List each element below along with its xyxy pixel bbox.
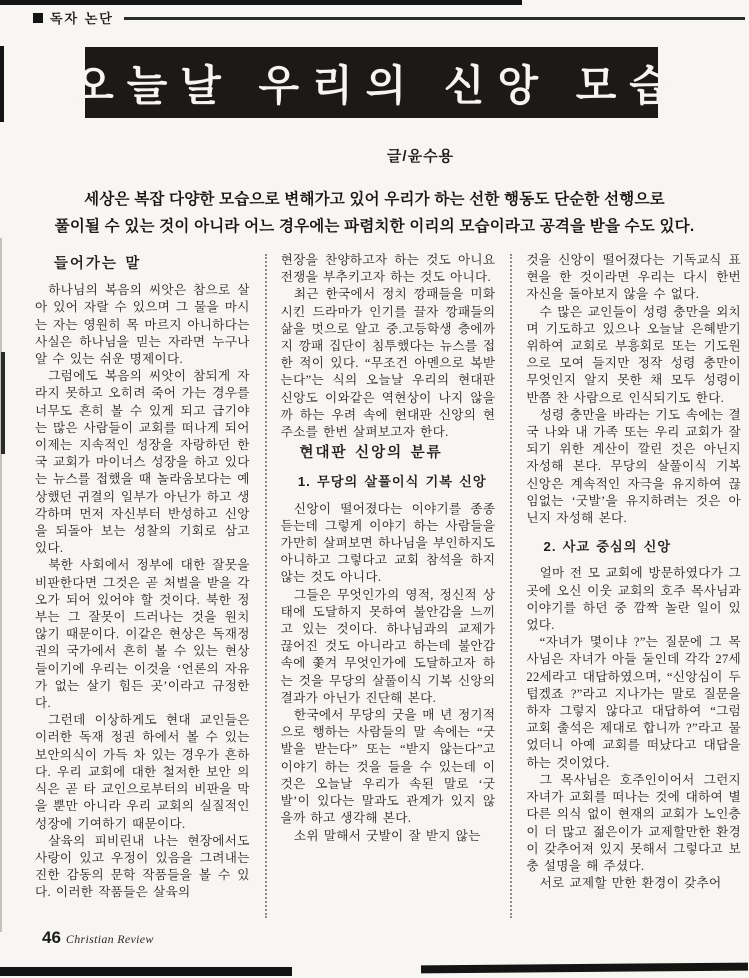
paragraph: 그들은 무엇인가의 영적, 정신적 상태에 도달하지 못하여 불안감을 느끼고 있는 것이다. 하나님과의 교제가 끊어진 것도 아니라고 하는데 불안감 속에 쫓겨 무엇인가에 도달하고자 하는 것을 무당의 살풀이식 기복 신앙의 결과가 아닌가 진단해 본다. bbox=[280, 587, 496, 705]
article-column-3 bbox=[526, 252, 741, 918]
paragraph: 그 목사님은 호주인이어서 그런지 자녀가 교회를 떠나는 것에 대하여 별다른 의식 없이 현재의 교회가 노인층이 더 많고 젊은이가 교제할만한 환경이 갖추어져 있지 못해서 그렇다고 보충 설명을 해 주셨다. bbox=[526, 772, 741, 873]
scan-artifact bbox=[0, 238, 2, 932]
paragraph: 최근 한국에서 정치 깡패들을 미화시킨 드라마가 인기를 끌자 깡패들의 삶을 멋으로 알고 중.고등학생 층에까지 깡패 집단이 침투했다는 뉴스를 접한 적이 있다. “무조건 아멘으로 복받는다”는 식의 오늘날 우리의 현대판 신앙도 이와같은 역현상이 나지 않을까 하는 우려 속에 현대판 신앙의 현주소를 한번 살펴보고자 한다. bbox=[280, 287, 496, 440]
paragraph: 한국에서 무당의 굿을 매 년 정기적으로 행하는 사람들의 말 속에는 “굿발을 받는다” 또는 “받지 않는다”고 이야기 하는 것을 들을 수 있는데 이것은 오늘날 우리가 속된 말로 ‘굿발’이 있다는 말과도 관계가 있지 않을까 하고 생각해 본다. bbox=[280, 708, 496, 826]
paragraph: 성령 충만을 바라는 기도 속에는 결국 나와 내 가족 또는 우리 교회가 잘되기 위한 계산이 깔린 것은 아닌지 자성해 본다. 무당의 살풀이식 기복 신앙은 계속적인 자극을 유지하여 끊임없는 ‘굿발’을 유지하려는 것은 아닌지 자성해 본다. bbox=[526, 407, 741, 526]
page-number: 46 bbox=[42, 928, 61, 947]
article-column-1 bbox=[35, 252, 250, 918]
scan-artifact bbox=[0, 0, 522, 5]
article-column-2 bbox=[281, 252, 496, 918]
section-label: 독자 논단 bbox=[50, 11, 114, 26]
paragraph: 그럼에도 복음의 씨앗이 참되게 자라지 못하고 오히려 죽어 가는 경우를 너무도 흔히 볼 수 있게 되고 급기야는 많은 사람들이 교회를 떠나게 되어 이제는 지속적인 성장을 자랑하던 한국 교회가 마이너스 성장을 하고 있다는 뉴스를 접했을 때 놀라움보다는 예상했던 귀결의 일부가 아닌가 하고 생각하며 먼저 자신부터 반성하고 신앙을 되돌아 보는 성찰의 기회로 삼고 있다. bbox=[35, 369, 250, 556]
paragraph: 서로 교제할 만한 환경이 갖추어 bbox=[539, 876, 722, 891]
section-heading: 현대판 신앙의 분류 bbox=[299, 445, 443, 462]
header-rule bbox=[124, 17, 745, 20]
square-bullet-icon bbox=[33, 13, 43, 23]
intro-line-2: 풀이될 수 있는 것이 아니라 어느 경우에는 파렴치한 이리의 모습이라고 공격을 받을 수도 있다. bbox=[54, 218, 695, 235]
article-title-banner bbox=[73, 47, 683, 118]
page-footer bbox=[42, 928, 154, 948]
article-body bbox=[35, 252, 741, 918]
paragraph: 살육의 피비린내 나는 현장에서도 사랑이 있고 우정이 있음을 그려내는 진한 감동의 문학 작품들을 볼 수 있다. 이러한 작품들은 살육의 bbox=[35, 833, 250, 900]
byline: 글/윤수용 bbox=[386, 148, 455, 165]
article-title: 오늘날 우리의 신앙 모습 bbox=[73, 61, 683, 109]
sub-heading: 2. 사교 중심의 신앙 bbox=[543, 539, 672, 555]
scan-artifact bbox=[421, 963, 748, 974]
paragraph: 현장을 찬양하고자 하는 것도 아니요 전쟁을 부추키고자 하는 것도 아니다. bbox=[280, 253, 496, 285]
paragraph: 하나님의 복음의 씨앗은 참으로 살아 있어 자랄 수 있으며 그 물을 마시는 자는 영원히 목 마르지 아니하다는 사실은 하나님을 믿는 자라면 누구나 알 수 있는 쉬운 명제이다. bbox=[35, 283, 250, 367]
paragraph: 얼마 전 모 교회에 방문하였다가 그 곳에 오신 이웃 교회의 호주 목사님과 이야기를 하던 중 깜짝 놀란 일이 있었다. bbox=[526, 566, 741, 633]
section-heading: 들어가는 말 bbox=[53, 256, 142, 272]
intro-abstract bbox=[0, 186, 749, 240]
paragraph: “자녀가 몇이냐 ?”는 질문에 그 목사님은 자녀가 아들 둘인데 각각 27세 22세라고 대답하였으며, “신앙심이 두텁겠죠 ?”라고 지나가는 말로 질문을 하자 그렇지 않다고 대답하여 “그럼 교회 출석은 제대로 합니까 ?”라고 물었더니 아예 교회를 떠났다고 대답을 하는 것이었다. bbox=[526, 635, 741, 770]
scan-artifact bbox=[0, 967, 292, 976]
paragraph: 북한 사회에서 정부에 대한 잘못을 비판한다면 그것은 곧 처벌을 받을 각오가 되어 있어야 할 것이다. 북한 정부는 그 잘못이 드러나는 것을 원치 않기 때문이다. 이같은 현상은 독재정권의 국가에서 흔히 볼 수 있는 현상들이기에 우리는 이것을 ‘언론의 자유가 없는 살기 힘든 곳’이라고 규정한다. bbox=[35, 558, 250, 711]
sub-heading: 1. 무당의 살풀이식 기복 신앙 bbox=[297, 474, 487, 490]
paragraph: 수 많은 교인들이 성령 충만을 외치며 기도하고 있으나 오늘날 은혜받기 위하여 교회로 부흥회로 또는 기도원으로 모여 들지만 정작 성령 충만이 무엇인지 알지 못한 채 모두 성령이 반쯤 찬 사람으로 인식되기도 한다. bbox=[526, 304, 741, 405]
paragraph: 것을 신앙이 떨어졌다는 기독교식 표현을 한 것이라면 우리는 다시 한번 자신을 돌아보지 않을 수 없다. bbox=[526, 253, 741, 302]
intro-line-1: 세상은 복잡 다양한 모습으로 변해가고 있어 우리가 하는 선한 행동도 단순한 선행으로 bbox=[84, 191, 665, 208]
magazine-name: Christian Review bbox=[65, 932, 154, 946]
column-separator bbox=[265, 254, 267, 918]
paragraph: 소위 말해서 굿발이 잘 받지 않는 bbox=[293, 828, 481, 843]
paragraph: 신앙이 떨어졌다는 이야기를 종종 듣는데 그렇게 이야기 하는 사람들을 가만히 살펴보면 하나님을 부인하지도 아니하고 그렇다고 교회 참석을 하지 않는 것도 아니다. bbox=[280, 501, 496, 585]
scan-artifact bbox=[1, 352, 5, 454]
paragraph: 그런데 이상하게도 현대 교인들은 이러한 독재 정권 하에서 볼 수 있는 보안의식이 가득 차 있는 경우가 흔하다. 우리 교회에 대한 철저한 보안 의식은 곧 타 교인으로부터의 비판을 막을 뿐만 아니라 우리 교회의 실질적인 성장에 기여하기 때문이다. bbox=[35, 713, 250, 831]
section-header bbox=[33, 8, 745, 27]
scan-artifact bbox=[0, 46, 4, 122]
column-separator bbox=[510, 254, 512, 918]
